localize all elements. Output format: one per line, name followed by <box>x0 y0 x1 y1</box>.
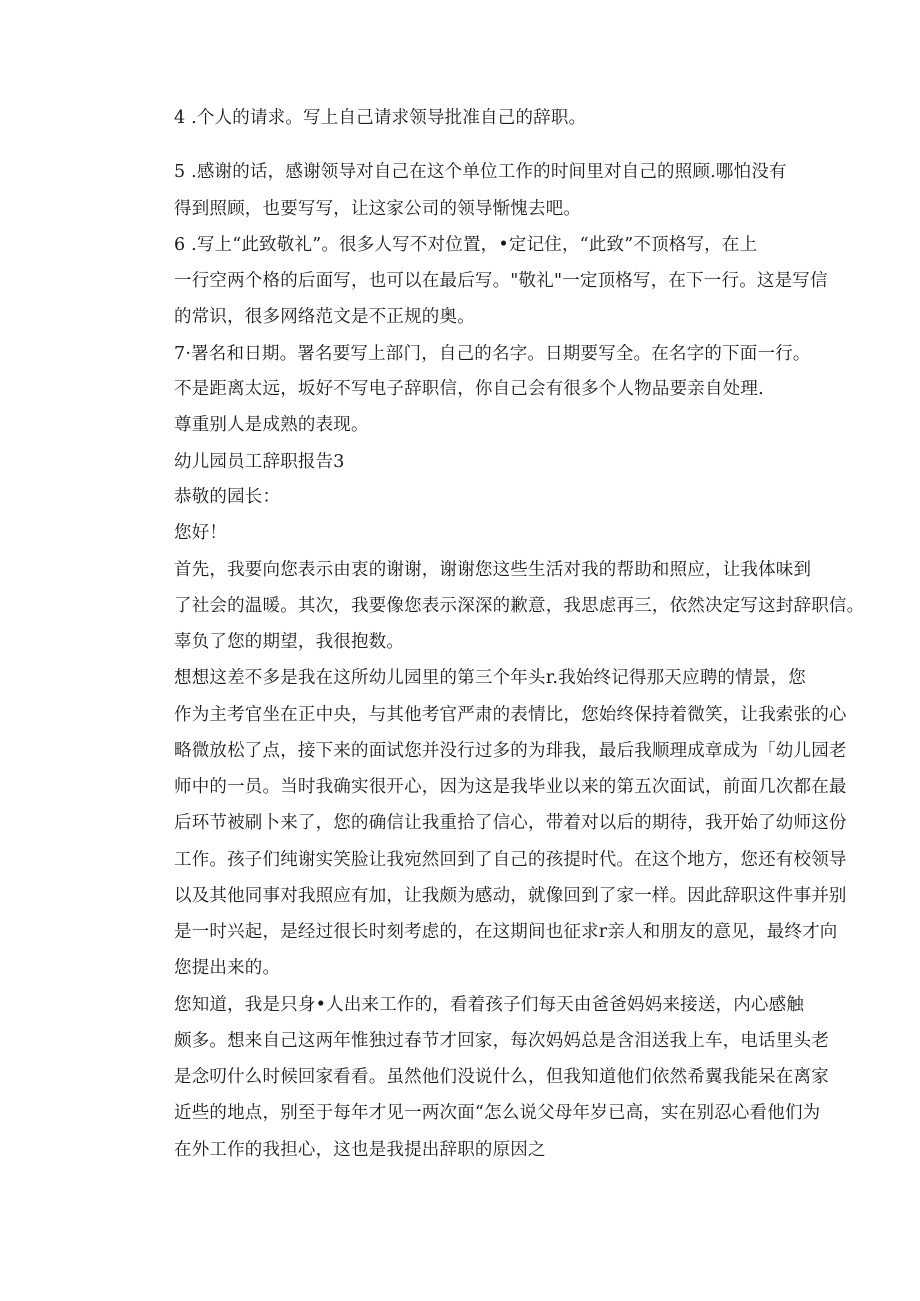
text-line-29: 在外工作的我担心，这也是我提出辞职的原因之 <box>174 1140 546 1160</box>
text-line-22: 以及其他同事对我照应有加，让我颇为感动，就像回到了家一样。因此辞职这件事并别 <box>174 886 847 906</box>
text-line-23: 是一时兴起，是经过很长时刻考虑的，在这期间也征求r亲人和朋友的意见，最终才向 <box>174 922 838 942</box>
text-line-13: 首先，我要向您表示由衷的谢谢，谢谢您这些生活对我的帮助和照应，让我体味到 <box>174 560 812 580</box>
text-line-20: 后环节被刷卜来了，您的确信让我重拾了信心，带着对以后的期待，我开始了幼师这份 <box>174 813 847 833</box>
text-line-17: 作为主考官坐在正中央，与其他考官严肃的表情比，您始终保持着微笑，让我索张的心 <box>174 705 847 725</box>
text-line-25: 您知道，我是只身•人出来工作的，看着孩子们每天由爸爸妈妈来接送，内心感触 <box>174 995 805 1015</box>
text-line-3: 得到照顾，也要写写，让这家公司的领导惭愧去吧。 <box>174 199 582 219</box>
text-line-28: 近些的地点，别至于每年才见一两次面“怎么说父母年岁已高，实在别忍心看他们为 <box>174 1103 821 1123</box>
text-line-26: 颇多。想来自己这两年惟独过春节才回家，每次妈妈总是含泪送我上车，电话里头老 <box>174 1031 829 1051</box>
salutation: 恭敬的园长： <box>174 487 281 507</box>
text-line-5: 一行空两个格的后面写，也可以在最后写。"敬礼"一定顶格写，在下一行。这是写信 <box>174 271 828 291</box>
text-line-14: 了社会的温暖。其次，我要像您表示深深的歉意，我思虑再三，依然决定写这封辞职信。 <box>174 596 865 616</box>
text-line-15: 辜负了您的期望，我很抱数。 <box>174 632 405 652</box>
greeting: 您好！ <box>174 523 228 543</box>
text-line-21: 工作。孩子们纯谢实笑脸让我宛然回到了自己的孩提时代。在这个地方，您还有校领导 <box>174 850 847 870</box>
report-title: 幼儿园员工辞职报告3 <box>174 452 345 472</box>
text-line-7: 7·署名和日期。署名要写上部门，自己的名字。日期要写全。在名字的下面一行。 <box>174 344 811 364</box>
text-line-8: 不是距离太远，坂好不写电子辞职信，你自己会有很多个人物品要亲自处理. <box>174 379 764 399</box>
text-line-6: 的常识，很多网络范文是不正规的奥。 <box>174 307 475 327</box>
text-line-19: 师中的一员。当时我确实很开心，因为这是我毕业以来的第五次面试，前面几次都在最 <box>174 777 847 797</box>
text-line-18: 略微放松了点，接下来的面试您并没行过多的为琲我，最后我顺理成章成为「幼儿园老 <box>174 741 847 761</box>
text-line-27: 是念叨什么时候回家看看。虽然他们没说什么，但我知道他们依然希翼我能呆在离家 <box>174 1067 829 1087</box>
text-line-24: 您提出来的。 <box>174 958 281 978</box>
text-line-9: 尊重别人是成熟的表现。 <box>174 415 369 435</box>
text-line-16: 想想这差不多是我在这所幼儿园里的第三个年头r.我始终记得那天应聘的情景，您 <box>174 668 806 688</box>
text-line-2: 5 .感谢的话，感谢领导对自己在这个单位工作的时间里对自己的照顾.哪怕没有 <box>174 162 787 182</box>
text-line-1: 4 .个人的请求。写上自己请求领导批准自己的辞职。 <box>174 108 587 128</box>
text-line-4: 6 .写上“此致敬礼”。很多人写不对位置，•定记住，“此致”不顶格写，在上 <box>174 235 758 255</box>
